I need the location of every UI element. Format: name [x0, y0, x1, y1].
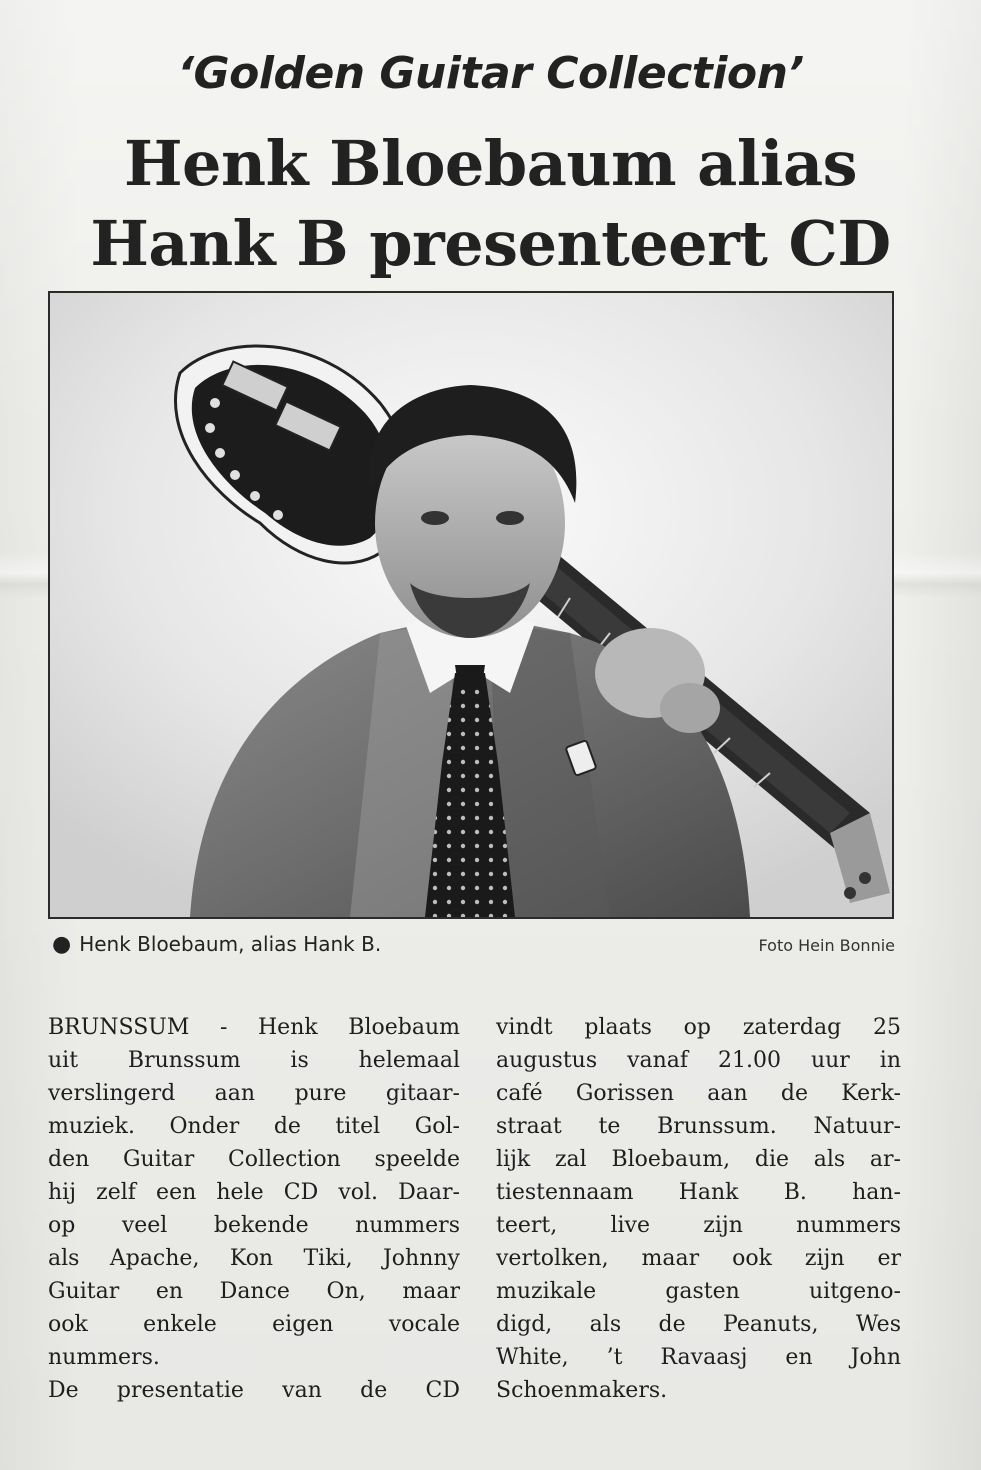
photo-caption [52, 932, 381, 957]
photo-caption-text: Henk Bloebaum, alias Hank B. [79, 932, 382, 956]
body-column-left [48, 1011, 460, 1407]
body-line: De presentatie van de CD [48, 1378, 460, 1403]
body-line: vertolken, maar ook zijn er [496, 1246, 901, 1271]
body-line: verslingerd aan pure gitaar- [48, 1081, 460, 1106]
body-line: lijk zal Bloebaum, die als ar- [496, 1147, 901, 1172]
body-line: White, ’t Ravaasj en John [496, 1345, 901, 1370]
headline-line-1: Henk Bloebaum alias [123, 127, 858, 200]
body-line: den Guitar Collection speelde [48, 1147, 460, 1172]
photo-illustration [50, 293, 892, 917]
body-line: tiestennaam Hank B. han- [496, 1180, 901, 1205]
body-column-right [496, 1011, 901, 1407]
body-line: café Gorissen aan de Kerk- [496, 1081, 901, 1106]
body-line: muzikale gasten uitgeno- [496, 1279, 901, 1304]
body-line: ook enkele eigen vocale [48, 1312, 460, 1337]
article-kicker: ‘Golden Guitar Collection’ [177, 48, 804, 99]
body-line: uit Brunssum is helemaal [48, 1048, 460, 1073]
body-line: op veel bekende nummers [48, 1213, 460, 1238]
body-line: Schoenmakers. [496, 1378, 668, 1403]
body-line: digd, als de Peanuts, Wes [496, 1312, 901, 1337]
body-line: BRUNSSUM - Henk Bloebaum [48, 1015, 460, 1040]
body-line: vindt plaats op zaterdag 25 [496, 1015, 901, 1040]
bullet-icon: ● [52, 932, 72, 957]
article-headline [0, 124, 981, 284]
body-line: hij zelf een hele CD vol. Daar- [48, 1180, 460, 1205]
body-line: augustus vanaf 21.00 uur in [496, 1048, 901, 1073]
body-line: straat te Brunssum. Natuur- [496, 1114, 901, 1139]
body-line: teert, live zijn nummers [496, 1213, 901, 1238]
photo-credit: Foto Hein Bonnie [758, 936, 895, 955]
body-line: als Apache, Kon Tiki, Johnny [48, 1246, 460, 1271]
headline-line-2: Hank B presenteert CD [90, 207, 891, 280]
body-line: muziek. Onder de titel Gol- [48, 1114, 460, 1139]
article-photo [48, 291, 894, 919]
body-line: Guitar en Dance On, maar [48, 1279, 460, 1304]
body-line: nummers. [48, 1345, 160, 1370]
